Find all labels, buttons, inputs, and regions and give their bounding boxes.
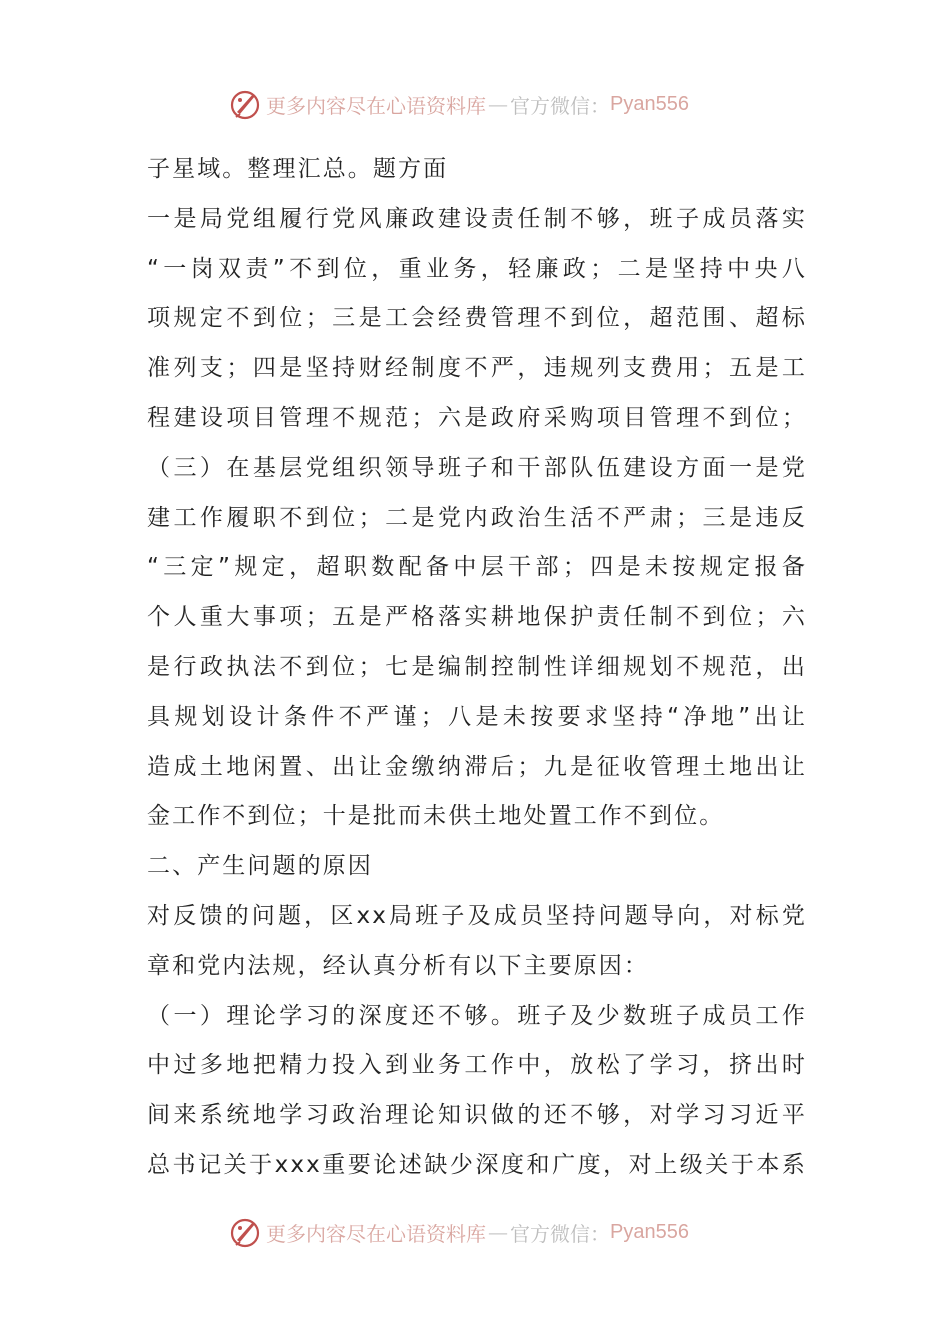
body-line: 章和党内法规，经认真分析有以下主要原因： bbox=[147, 952, 649, 979]
body-line: 准列支；四是坚持财经制度不严，违规列支费用；五是工 bbox=[147, 355, 807, 382]
banner-wechat-id: Pyan556 bbox=[610, 1220, 689, 1243]
banner-separator: — bbox=[488, 92, 508, 116]
body-line: 对反馈的问题，区xx局班子及成员坚持问题导向，对标党 bbox=[147, 902, 807, 929]
body-line: 具规划设计条件不严谨；八是未按要求坚持“净地”出让 bbox=[147, 703, 807, 730]
banner-separator: — bbox=[488, 1220, 508, 1244]
banner-site-text: 更多内容尽在心语资料库 bbox=[266, 1221, 486, 1246]
body-line: 项规定不到位；三是工会经费管理不到位，超范围、超标 bbox=[147, 305, 807, 332]
quill-pen-circle-icon bbox=[228, 87, 262, 121]
header-watermark-banner bbox=[228, 84, 728, 124]
body-line: 金工作不到位；十是批而未供土地处置工作不到位。 bbox=[147, 803, 725, 830]
section-heading: 二、产生问题的原因 bbox=[147, 853, 373, 880]
body-line: （一）理论学习的深度还不够。班子及少数班子成员工作 bbox=[147, 1002, 807, 1029]
body-line: （三）在基层党组织领导班子和干部队伍建设方面一是党 bbox=[147, 454, 807, 481]
body-line: “一岗双责”不到位，重业务，轻廉政；二是坚持中央八 bbox=[147, 255, 807, 282]
body-line: 是行政执法不到位；七是编制控制性详细规划不规范，出 bbox=[147, 653, 807, 680]
body-line: 子星域。整理汇总。题方面 bbox=[147, 156, 449, 182]
quill-pen-circle-icon bbox=[228, 1215, 262, 1249]
footer-watermark-banner bbox=[228, 1212, 728, 1252]
body-line: 一是局党组履行党风廉政建设责任制不够，班子成员落实 bbox=[147, 205, 807, 232]
body-line: 程建设项目管理不规范；六是政府采购项目管理不到位； bbox=[147, 404, 807, 431]
banner-wechat-label: 官方微信： bbox=[510, 93, 610, 118]
body-line: 造成土地闲置、出让金缴纳滞后；九是征收管理土地出让 bbox=[147, 753, 807, 780]
banner-site-text: 更多内容尽在心语资料库 bbox=[266, 93, 486, 118]
body-line: 个人重大事项；五是严格落实耕地保护责任制不到位；六 bbox=[147, 604, 807, 631]
banner-wechat-label: 官方微信： bbox=[510, 1221, 610, 1246]
document-body bbox=[147, 145, 807, 1191]
body-line: 总书记关于xxx重要论述缺少深度和广度，对上级关于本系 bbox=[147, 1151, 807, 1178]
body-line: “三定”规定，超职数配备中层干部；四是未按规定报备 bbox=[147, 554, 807, 581]
body-line: 中过多地把精力投入到业务工作中，放松了学习，挤出时 bbox=[147, 1052, 807, 1079]
banner-wechat-id: Pyan556 bbox=[610, 92, 689, 115]
body-line: 建工作履职不到位；二是党内政治生活不严肃；三是违反 bbox=[147, 504, 807, 531]
body-line: 间来系统地学习政治理论知识做的还不够，对学习习近平 bbox=[147, 1102, 807, 1129]
